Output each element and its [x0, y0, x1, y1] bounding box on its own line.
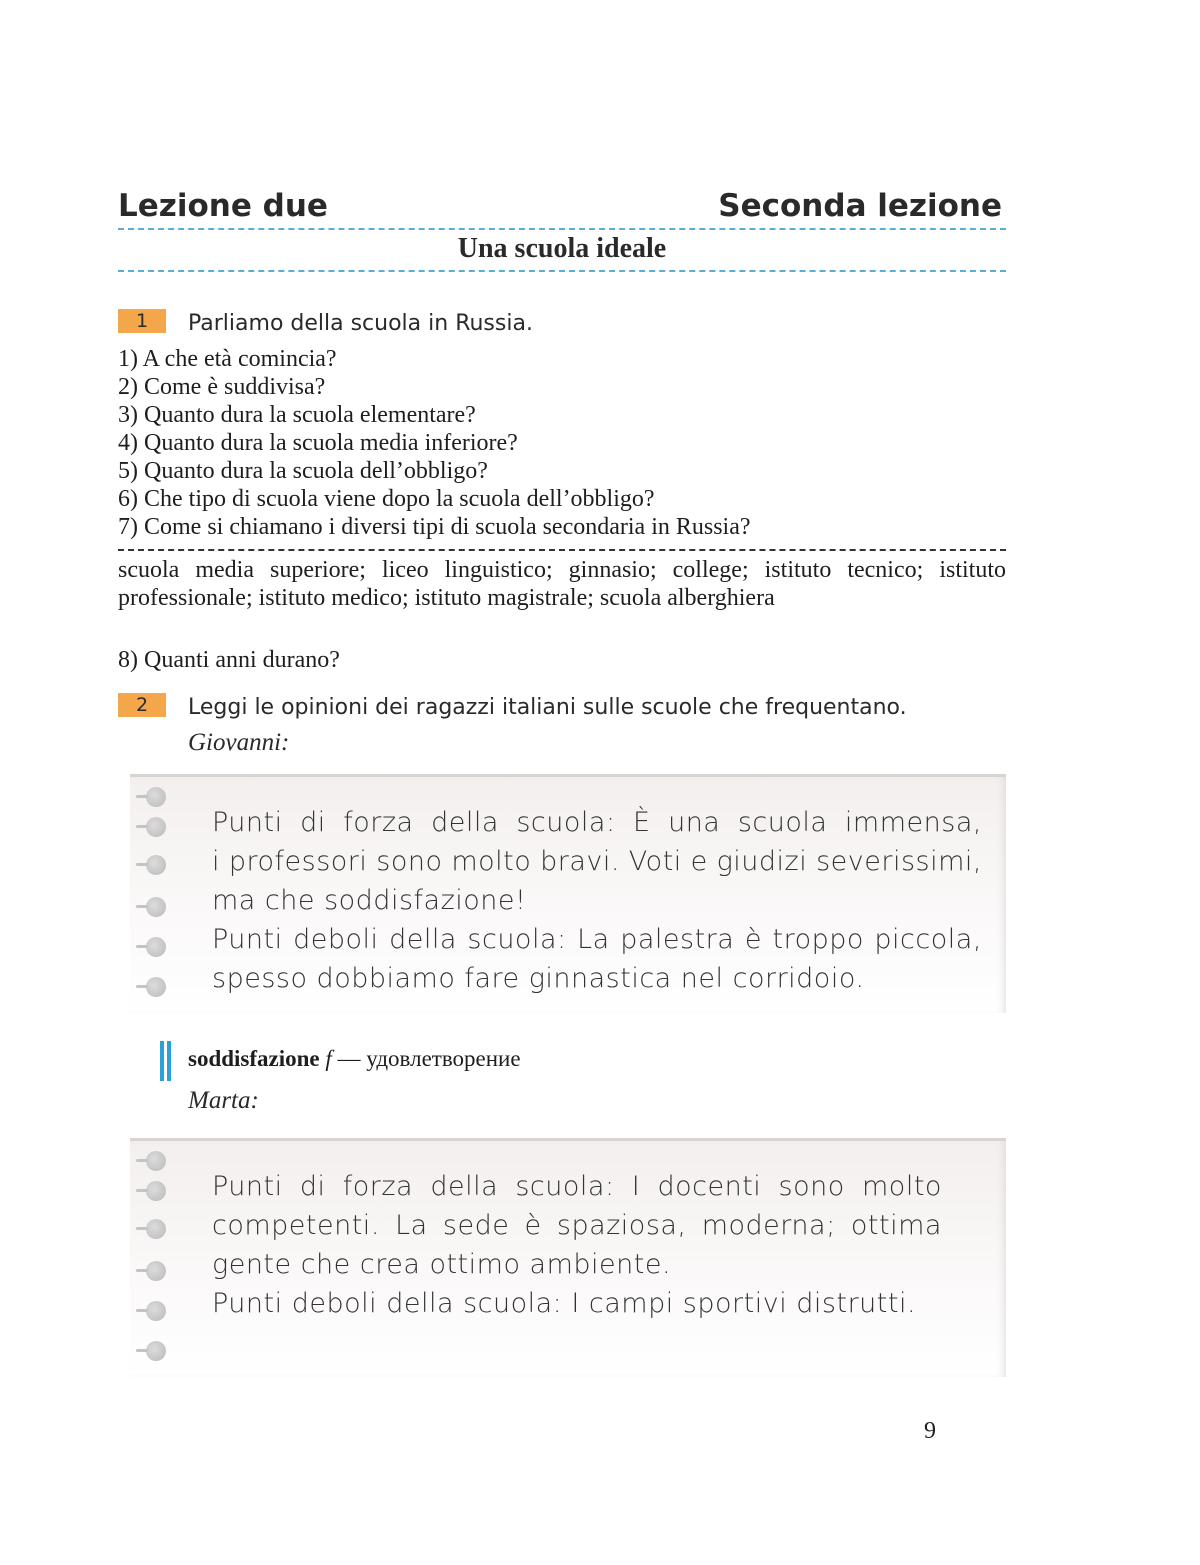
- vocabulary-list: scuola media superiore; liceo linguistico; ginnasio; college; istituto tecnico; istituto professionale; istituto medico; istituto magistrale; scuola alberghiera: [118, 557, 1006, 611]
- handwritten-line: [212, 1206, 942, 1245]
- handwritten-word: Punti: [212, 1171, 283, 1202]
- exercise-1-instruction: Parliamo della scuola in Russia.: [188, 311, 533, 336]
- handwritten-word: forza: [343, 807, 414, 838]
- title-divider: [118, 270, 1006, 272]
- gloss-term: soddisfazione: [188, 1046, 320, 1071]
- handwritten-word: molto: [451, 846, 532, 877]
- handwritten-word: La: [395, 1210, 428, 1241]
- question-8: 8) Quanti anni durano?: [118, 647, 340, 673]
- binder-hole-icon: [146, 1181, 166, 1201]
- handwritten-line: [212, 920, 982, 959]
- handwritten-line: [212, 803, 982, 842]
- handwritten-word: scuola:: [467, 924, 567, 955]
- handwritten-line: Punti deboli della scuola: I campi sportivi distrutti.: [212, 1288, 917, 1319]
- handwritten-word: sono: [376, 846, 443, 877]
- handwritten-word: è: [524, 1210, 542, 1241]
- binder-hole-icon: [146, 787, 166, 807]
- handwritten-word: della: [389, 924, 457, 955]
- handwritten-word: della: [430, 1171, 499, 1202]
- binder-hole-icon: [146, 817, 166, 837]
- handwritten-word: scuola: [737, 807, 828, 838]
- gloss-translation: удовлетворение: [366, 1046, 521, 1071]
- page-number: 9: [924, 1418, 936, 1444]
- header-divider: [118, 228, 1006, 230]
- handwritten-word: Punti: [212, 924, 283, 955]
- handwritten-word: troppo: [772, 924, 864, 955]
- handwritten-word: professori: [228, 846, 368, 877]
- student-name-marta: Marta:: [188, 1087, 259, 1114]
- binder-hole-icon: [146, 897, 166, 917]
- handwritten-word: piccola,: [874, 924, 982, 955]
- question-2: 2) Come è suddivisa?: [118, 374, 326, 400]
- handwritten-word: La: [577, 924, 610, 955]
- handwritten-word: palestra: [620, 924, 735, 955]
- handwritten-line: [212, 1167, 942, 1206]
- handwritten-word: scuola:: [515, 1171, 615, 1202]
- question-4: 4) Quanto dura la scuola media inferiore?: [118, 430, 518, 456]
- handwritten-word: i: [212, 846, 221, 877]
- question-5: 5) Quanto dura la scuola dell’obbligo?: [118, 458, 488, 484]
- handwritten-word: sono: [778, 1171, 845, 1202]
- exercise-2-badge: 2: [118, 693, 166, 717]
- question-6: 6) Che tipo di scuola viene dopo la scuola dell’obbligo?: [118, 486, 655, 512]
- handwritten-word: Punti: [212, 807, 283, 838]
- handwritten-line: gente che crea ottimo ambiente.: [212, 1249, 672, 1280]
- handwritten-word: sede: [442, 1210, 510, 1241]
- handwritten-line: ma che soddisfazione!: [212, 885, 527, 916]
- handwritten-word: deboli: [293, 924, 379, 955]
- page-title: Una scuola ideale: [457, 233, 667, 264]
- vocabulary-gloss: [188, 1046, 521, 1072]
- handwritten-word: molto: [862, 1171, 942, 1202]
- binder-hole-icon: [146, 1151, 166, 1171]
- binder-hole-icon: [146, 1301, 166, 1321]
- handwritten-word: I: [631, 1171, 641, 1202]
- handwritten-word: È: [633, 807, 651, 838]
- binder-hole-icon: [146, 937, 166, 957]
- handwritten-word: severissimi,: [816, 846, 982, 877]
- handwritten-word: di: [299, 1171, 326, 1202]
- handwritten-word: docenti: [657, 1171, 762, 1202]
- gloss-marker: [167, 1041, 171, 1081]
- handwritten-word: della: [431, 807, 499, 838]
- notebook-card-giovanni: [130, 774, 1006, 1013]
- binder-hole-icon: [146, 1341, 166, 1361]
- handwritten-word: una: [668, 807, 721, 838]
- gloss-gender: f: [325, 1046, 332, 1071]
- handwritten-word: Voti: [628, 846, 682, 877]
- exercise-1-badge: 1: [118, 309, 166, 333]
- binder-hole-icon: [146, 977, 166, 997]
- handwritten-word: è: [744, 924, 762, 955]
- handwritten-word: di: [300, 807, 326, 838]
- handwritten-line: spesso dobbiamo fare ginnastica nel corridoio.: [212, 963, 865, 994]
- exercise-2-instruction: Leggi le opinioni dei ragazzi italiani sulle scuole che frequentano.: [188, 695, 907, 720]
- handwritten-word: moderna;: [701, 1210, 836, 1241]
- gloss-dash: —: [337, 1046, 361, 1071]
- question-3: 3) Quanto dura la scuola elementare?: [118, 402, 476, 428]
- gloss-marker: [160, 1041, 164, 1081]
- binder-hole-icon: [146, 855, 166, 875]
- binder-hole-icon: [146, 1219, 166, 1239]
- lesson-ordinal-heading: Seconda lezione: [718, 188, 1002, 224]
- question-7: 7) Come si chiamano i diversi tipi di scuola secondaria in Russia?: [118, 514, 751, 540]
- notebook-card-marta: [130, 1138, 1006, 1377]
- handwritten-word: forza: [342, 1171, 414, 1202]
- lesson-number-heading: Lezione due: [118, 188, 328, 224]
- student-name-giovanni: Giovanni:: [188, 729, 290, 756]
- handwritten-word: competenti.: [212, 1210, 380, 1241]
- binder-hole-icon: [146, 1261, 166, 1281]
- handwritten-word: giudizi: [716, 846, 808, 877]
- handwritten-word: ottima: [850, 1210, 942, 1241]
- question-1: 1) A che età comincia?: [118, 346, 337, 372]
- handwritten-word: spaziosa,: [556, 1210, 687, 1241]
- handwritten-word: e: [690, 846, 708, 877]
- vocabulary-divider: [118, 549, 1006, 551]
- handwritten-line: [212, 842, 982, 881]
- handwritten-word: scuola:: [516, 807, 616, 838]
- handwritten-word: bravi.: [540, 846, 620, 877]
- handwritten-word: immensa,: [844, 807, 982, 838]
